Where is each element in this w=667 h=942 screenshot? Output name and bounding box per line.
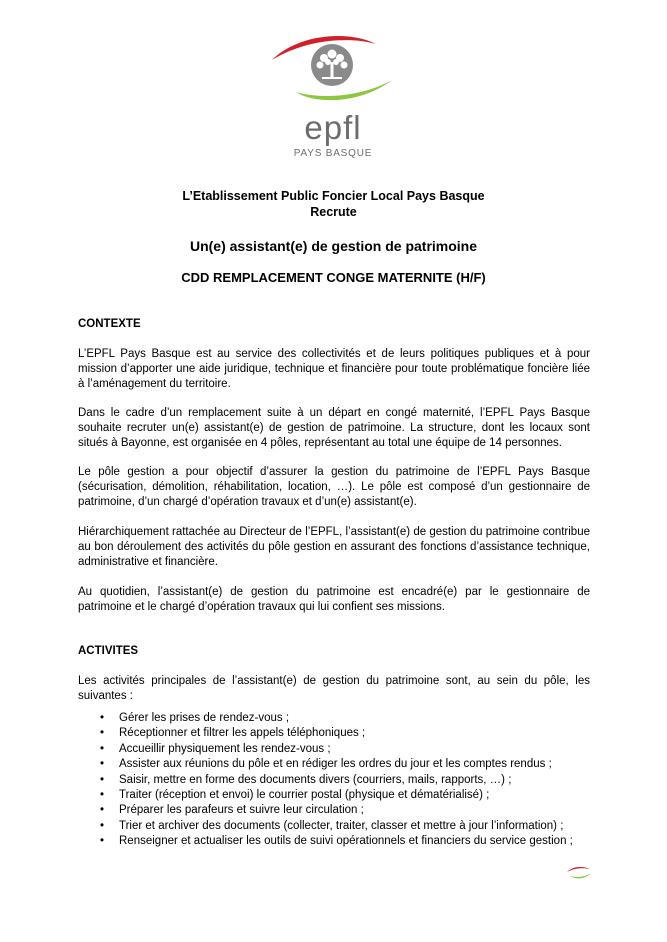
contexte-paragraph: L’EPFL Pays Basque est au service des collectivités et de leurs politiques publiques et à pour mission d’apporter une aide juridique, technique et financière pour toute problématique foncière liée à l’aménagement du territoire. (78, 348, 590, 390)
list-item: • Préparer les parafeurs et suivre leur circulation ; (78, 803, 590, 818)
list-item: • Réceptionner et filtrer les appels téléphoniques ; (78, 726, 590, 741)
recruits-line: Recrute (310, 205, 357, 219)
contract-type: CDD REMPLACEMENT CONGE MATERNITE (H/F) (181, 270, 486, 285)
bullet-icon: • (100, 742, 105, 755)
list-item: • Accueillir physiquement les rendez-vous ; (78, 742, 590, 757)
contexte-paragraph: Au quotidien, l’assistant(e) de gestion du patrimoine est encadré(e) par le gestionnaire de patrimoine et le chargé d’opération travaux qui lui confient ses missions. (78, 586, 590, 613)
logo-emblem (268, 32, 398, 112)
bullet-icon: • (100, 773, 105, 786)
bullet-icon: • (100, 712, 105, 724)
footer-arcs-icon (566, 866, 592, 880)
list-item: • Traiter (réception et envoi) le courrier postal (physique et dématérialisé) ; (78, 788, 590, 803)
contexte-paragraph: Le pôle gestion a pour objectif d’assurer la gestion du patrimoine de l’EPFL Pays Basque (sécurisation, démolition, réhabilitation, location, …). Le pôle est composé d’un gestionnaire de patrimoine, d’un chargé d’opération travaux et d’un(e) assistant(e). (78, 466, 590, 508)
list-item: • Renseigner et actualiser les outils de suivi opérationnels et financiers du service gestion ; (78, 834, 590, 849)
list-item: • Saisir, mettre en forme des documents divers (courriers, mails, rapports, …) ; (78, 773, 590, 788)
bullet-icon: • (100, 727, 105, 740)
logo-green-arc (296, 80, 392, 100)
contexte-paragraph: Dans le cadre d’un remplacement suite à un départ en congé maternité, l’EPFL Pays Basque souhaite recruter un(e) assistant(e) de gestion de patrimoine. La structure, dont les locaux sont situés à Bayonne, est organisée en 4 pôles, représentant au total une équipe de 14 personnes. (78, 407, 590, 449)
activites-intro: Les activités principales de l’assistant(e) de gestion du patrimoine sont, au sein du pôle, les suivantes : (78, 675, 590, 702)
list-item: • Assister aux réunions du pôle et en rédiger les ordres du jour et les comptes rendus ; (78, 757, 590, 772)
job-title: Un(e) assistant(e) de gestion de patrimoine (189, 238, 478, 254)
activities-list (78, 711, 590, 850)
activites-heading: ACTIVITES (78, 645, 139, 657)
contexte-heading: CONTEXTE (78, 318, 141, 330)
bullet-icon: • (100, 804, 105, 817)
organization-line: L’Etablissement Public Foncier Local Pays Basque (182, 189, 485, 203)
bullet-icon: • (100, 835, 105, 848)
bullet-icon: • (100, 819, 105, 832)
list-item: • Gérer les prises de rendez-vous ; (78, 711, 590, 726)
list-item: • Trier et archiver des documents (collecter, traiter, classer et mettre à jour l’information) ; (78, 819, 590, 834)
logo-subtitle: PAYS BASQUE (293, 148, 373, 159)
contexte-paragraph: Hiérarchiquement rattachée au Directeur de l’EPFL, l’assistant(e) de gestion du patrimoine contribue au bon déroulement des activités du pôle gestion en assurant des fonctions d’assistance technique, administrative et financière. (78, 526, 590, 568)
epfl-logo (268, 32, 398, 164)
footer-logo-mark (566, 866, 592, 885)
logo-wordmark: epfl (304, 109, 362, 146)
bullet-icon: • (100, 758, 105, 771)
bullet-icon: • (100, 789, 105, 802)
